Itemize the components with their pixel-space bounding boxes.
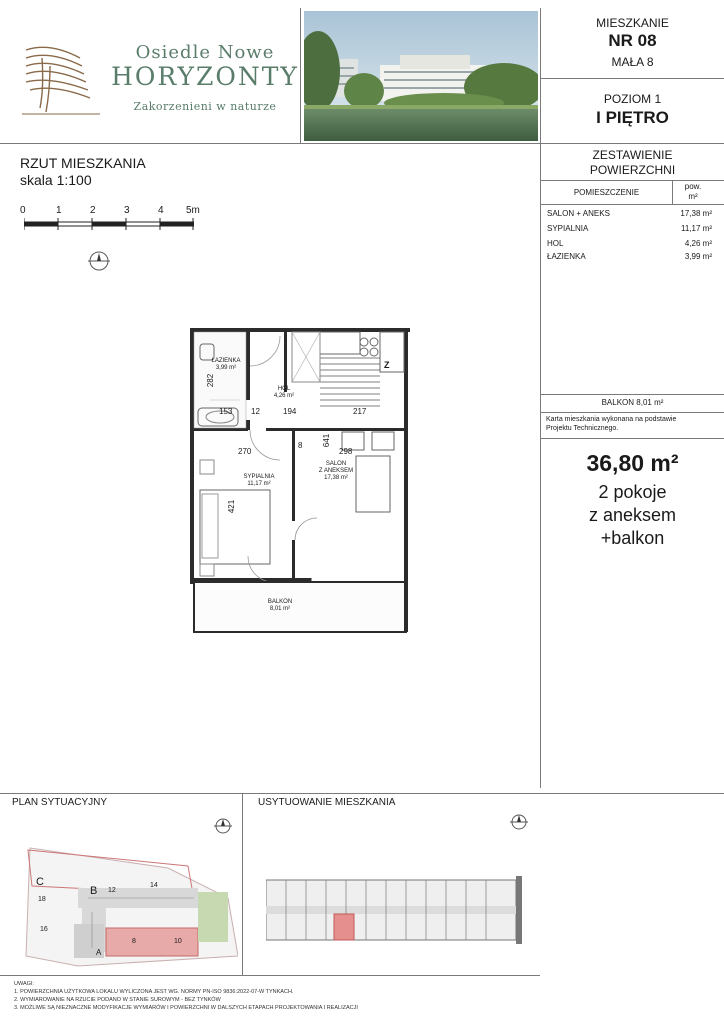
room-balcony-name: BALKON [267, 599, 293, 605]
dim-270: 270 [238, 447, 252, 456]
row-name-salon: SALON + ANEKS [547, 209, 610, 218]
row-area-hol: 4,26 m² [684, 239, 712, 248]
dim-12: 12 [251, 407, 260, 416]
col-area-header-1: pow. [684, 182, 702, 191]
scale-bar [24, 218, 194, 232]
note-3: 3. MOŻLIWE SĄ NIEZNACZNE MODYFIKACJE WYMIARÓW I POWIERZCHNI W DALSZYCH ETAPACH PROJEKTOWANIA I REALIZACJI [14, 1005, 358, 1011]
row-area-lazienka: 3,99 m² [684, 252, 712, 261]
floor-label: I PIĘTRO [596, 108, 669, 127]
estate-photo [304, 11, 538, 141]
room-bath-area: 3,99 m² [215, 365, 237, 371]
summary-header-top [540, 180, 724, 181]
scale-tick-0: 0 [20, 205, 26, 216]
description-3: +balkon [600, 528, 665, 548]
dim-282: 282 [206, 373, 216, 388]
dim-641: 641 [322, 433, 332, 448]
scale-tick-3: 3 [124, 205, 130, 216]
site-label-8: 8 [132, 938, 136, 945]
scale-tick-5: 5m [186, 205, 200, 216]
plan-title: RZUT MIESZKANIA [20, 155, 146, 171]
apartment-building: MAŁA 8 [611, 55, 654, 69]
room-salon-name2: Z ANEKSEM [318, 468, 354, 474]
col-area-header-2: m² [688, 192, 698, 201]
scale-tick-1: 1 [56, 205, 62, 216]
site-plan-drawing [18, 838, 238, 970]
brand-line1: Osiedle Nowe [135, 42, 275, 63]
site-label-14: 14 [150, 882, 158, 889]
fridge-mark: Z [384, 360, 390, 370]
site-label-12: 12 [108, 887, 116, 894]
source-note-1: Karta mieszkania wykonana na podstawie [546, 416, 677, 423]
room-hol-area: 4,26 m² [273, 393, 295, 399]
header-divider [0, 143, 724, 144]
compass-icon [88, 250, 110, 272]
balcony-area: BALKON 8,01 m² [601, 398, 664, 407]
room-salon-area: 17,38 m² [324, 475, 348, 481]
dim-217: 217 [353, 407, 367, 416]
apartment-label: MIESZKANIE [596, 16, 669, 30]
source-note-2: Projektu Technicznego. [546, 425, 619, 432]
scale-tick-2: 2 [90, 205, 96, 216]
brand-line2: HORYZONTY [111, 62, 299, 91]
room-hol-name: HOL [277, 386, 291, 392]
room-salon-name: SALON [325, 461, 347, 467]
bottom-divider [0, 793, 724, 794]
room-bed-area: 11,17 m² [247, 481, 271, 487]
room-bed-name: SYPIALNIA [243, 474, 275, 480]
scale-tick-4: 4 [158, 205, 164, 216]
photo-left-border [300, 8, 301, 144]
level-label: POZIOM 1 [603, 92, 662, 106]
summary-title-1: ZESTAWIENIE [592, 148, 673, 162]
site-label-a: A [96, 948, 102, 957]
notes-title: UWAGI: [14, 981, 34, 987]
room-bath-name: ŁAZIENKA [211, 358, 241, 364]
total-area: 36,80 m² [586, 450, 679, 476]
floor-location-drawing [266, 876, 522, 944]
site-label-b: B [90, 885, 98, 897]
dim-194: 194 [283, 407, 297, 416]
notes-block [14, 980, 358, 1012]
site-plan-title: PLAN SYTUACYJNY [12, 797, 108, 808]
brand-logo [20, 38, 102, 120]
total-top-line [540, 438, 724, 439]
balcony-bottom-line [540, 412, 724, 413]
dim-153: 153 [219, 407, 233, 416]
row-name-hol: HOL [547, 239, 564, 248]
site-compass-icon [214, 817, 232, 835]
apartment-number: NR 08 [608, 31, 657, 50]
site-label-16: 16 [40, 926, 48, 933]
row-area-sypialnia: 11,17 m² [681, 224, 712, 233]
note-1: 1. POWIERZCHNIA UŻYTKOWA LOKALU WYLICZONA JEST WG. NORMY PN-ISO 9836:2022-07-W TYNKACH. [14, 989, 294, 995]
room-balcony-area: 8,01 m² [269, 606, 291, 612]
dim-421: 421 [227, 499, 237, 514]
description-2: z aneksem [588, 505, 677, 525]
col-room-header: POMIESZCZENIE [573, 188, 640, 197]
site-label-10: 10 [174, 938, 182, 945]
description-1: 2 pokoje [598, 482, 667, 502]
notes-divider [0, 975, 540, 976]
balcony-top-line [540, 394, 724, 395]
location-compass-icon [510, 813, 528, 831]
dim-8: 8 [298, 441, 303, 450]
summary-title-2: POWIERZCHNI [589, 163, 676, 177]
apartment-divider [540, 78, 724, 79]
brand-tagline: Zakorzenieni w naturze [133, 100, 277, 113]
row-name-sypialnia: SYPIALNIA [547, 224, 589, 233]
location-title: USYTUOWANIE MIESZKANIA [258, 797, 396, 808]
site-label-18: 18 [38, 896, 46, 903]
row-area-salon: 17,38 m² [680, 209, 712, 218]
site-label-c: C [36, 876, 44, 888]
summary-header-bottom [540, 204, 724, 205]
dim-298: 298 [339, 447, 353, 456]
plan-scale: skala 1:100 [20, 172, 92, 188]
site-divider [242, 793, 243, 975]
note-2: 2. WYMIAROWANIE NA RZUCIE PODANO W STANIE SUROWYM - BEZ TYNKÓW [14, 997, 221, 1003]
row-name-lazienka: ŁAZIENKA [547, 252, 586, 261]
